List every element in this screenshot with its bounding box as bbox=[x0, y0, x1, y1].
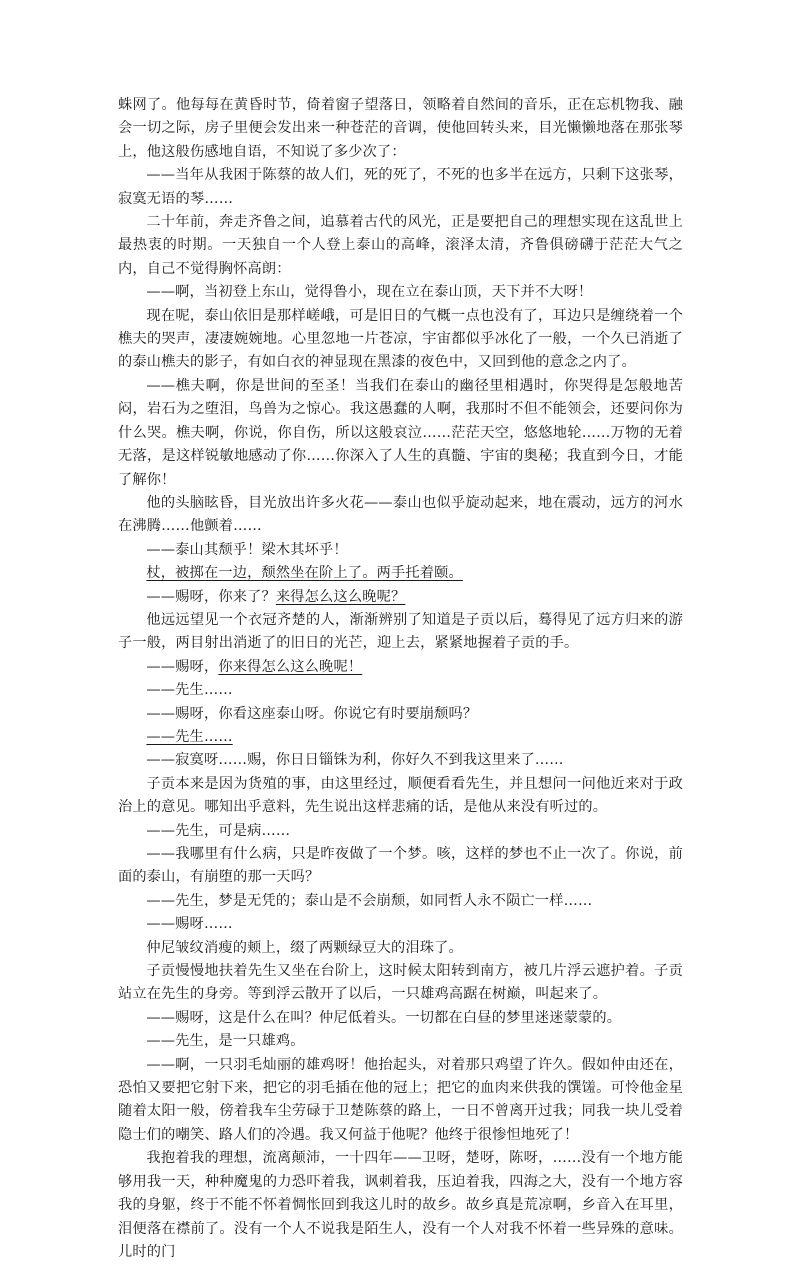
paragraph: ——寂寞呀……赐，你日日锱铢为利，你好久不到我这里来了…… bbox=[146, 752, 564, 769]
paragraph: 子贡慢慢地扶着先生又坐在台阶上，这时候太阳转到南方，被几片浮云遮护着。子贡站立在先生的身旁。等到浮云散开了以后，一只雄鸡高踞在树巅，叫起来了。 bbox=[118, 963, 683, 1003]
paragraph-head: ——赐呀，你来了？ bbox=[146, 588, 276, 605]
paragraph: 蛛网了。他每每在黄昏时节，倚着窗子望落日，领略着自然间的音乐，正在忘机物我、融会一切之际，房子里便会发出来一种苍茫的音调，使他回转头来，目光懒懒地落在那张琴上，他这般伤感地自语，不知说了多少次了： bbox=[118, 97, 683, 160]
paragraph-underlined: 杖，被掷在一边，颓然坐在阶上了。两手托着颐。 bbox=[146, 565, 463, 582]
document-page bbox=[118, 94, 683, 1264]
paragraph: 我抱着我的理想，流离颠沛，一十四年——卫呀，楚呀，陈呀，……没有一个地方能够用我一天，种种魔鬼的力恐吓着我，讽刺着我，压迫着我，四海之大，没有一个地方容我的身躯，终于不能不怀着惆怅回到我这儿时的故乡。故乡真是荒凉啊，乡音入在耳里，泪便落在襟前了。没有一个人不说我是陌生人，没有一个人对我不怀着一些异殊的意味。儿时的门 bbox=[118, 1150, 683, 1260]
paragraph: ——当年从我困于陈蔡的故人们，死的死了，不死的也多半在远方，只剩下这张琴，寂寞无语的琴…… bbox=[118, 167, 683, 207]
paragraph-with-underlined-tail bbox=[118, 586, 683, 609]
paragraph-head: ——赐呀， bbox=[146, 658, 219, 675]
paragraph: ——泰山其颓乎！梁木其坏乎！ bbox=[146, 541, 348, 558]
paragraph: 现在呢，泰山依旧是那样嵯峨，可是旧日的气概一点也没有了，耳边只是缠绕着一个樵夫的哭声，凄凄婉婉地。心里忽地一片苍凉，宇宙都似乎冰化了一般，一个久已消逝了的泰山樵夫的影子，有如白衣的神显现在黑漆的夜色中，又回到他的意念之内了。 bbox=[118, 307, 683, 371]
paragraph: ——赐呀…… bbox=[146, 916, 233, 933]
paragraph: 子贡本来是因为货殖的事，由这里经过，顺便看看先生，并且想问一问他近来对于政治上的意见。哪知出乎意料，先生说出这样悲痛的话，是他从来没有听过的。 bbox=[118, 775, 683, 816]
paragraph: ——赐呀，你看这座泰山呀。你说它有时要崩颓吗？ bbox=[146, 705, 478, 722]
paragraph: 他远远望见一个衣冠齐楚的人，渐渐辨别了知道是子贡以后，蓦得见了远方归来的游子一般，两目射出消逝了的旧日的光芒，迎上去，紧紧地握着子贡的手。 bbox=[118, 611, 683, 652]
paragraph: 他的头脑眩昏，目光放出许多火花——泰山也似乎旋动起来，地在震动，远方的河水在沸腾……他颤着…… bbox=[118, 494, 683, 535]
paragraph: 仲尼皱纹消瘦的颊上，缀了两颗绿豆大的泪珠了。 bbox=[146, 939, 463, 956]
paragraph: ——我哪里有什么病，只是昨夜做了一个梦。咳，这样的梦也不止一次了。你说，前面的泰山，有崩堕的那一天吗？ bbox=[118, 846, 683, 886]
paragraph: ——啊，一只羽毛灿丽的雄鸡呀！他抬起头，对着那只鸡望了许久。假如仲由还在，恐怕又要把它射下来，把它的羽毛插在他的冠上；把它的血肉来供我的馔馐。可怜他金星随着太阳一般，傍着我车尘劳碌于卫楚陈蔡的路上，一日不曾离开过我；同我一块儿受着隐士们的嘲笑、路人们的冷遇。我又何益于他呢？他终于很惨怛地死了！ bbox=[118, 1056, 683, 1143]
paragraph: ——先生，是一只雄鸡。 bbox=[146, 1033, 305, 1050]
underlined-phrase: 你来得怎么这么晚呢！ bbox=[218, 658, 363, 675]
paragraph: ——先生…… bbox=[146, 682, 233, 699]
underlined-phrase: 来得怎么这么晚呢？ bbox=[275, 588, 406, 605]
paragraph: ——先生，梦是无凭的；泰山是不会崩颓，如同哲人永不陨亡一样…… bbox=[146, 892, 593, 909]
paragraph: ——樵夫啊，你是世间的至圣！当我们在泰山的幽径里相遇时，你哭得是怎般地苦闷，岩石为之堕泪，鸟兽为之惊心。我这愚蠢的人啊，我那时不但不能领会，还要问你为什么哭。樵夫啊，你说，你自伤，所以这般哀泣……茫茫天空，悠悠地轮……万物的无着无落，是这样锐敏地感动了你……你深入了人生的真髓、宇宙的奥秘；我直到今日，才能了解你！ bbox=[118, 377, 683, 488]
paragraph: ——先生，可是病…… bbox=[146, 822, 291, 839]
paragraph: ——啊，当初登上东山，觉得鲁小，现在立在泰山顶，天下并不大呀！ bbox=[146, 284, 593, 301]
underlined-phrase: ——先生…… bbox=[146, 728, 233, 745]
paragraph: ——赐呀，这是什么在叫？仲尼低着头。一切都在白昼的梦里迷迷蒙蒙的。 bbox=[146, 1009, 622, 1026]
paragraph: 二十年前，奔走齐鲁之间，追慕着古代的风光，正是要把自己的理想实现在这乱世上最热衷的时期。一天独自一个人登上泰山的高峰，滚泽太清，齐鲁俱磅礴于茫茫大气之内，自己不觉得胸怀高朗： bbox=[118, 214, 683, 277]
paragraph-with-underlined-tail bbox=[118, 656, 683, 679]
paragraph-underlined bbox=[118, 726, 683, 749]
